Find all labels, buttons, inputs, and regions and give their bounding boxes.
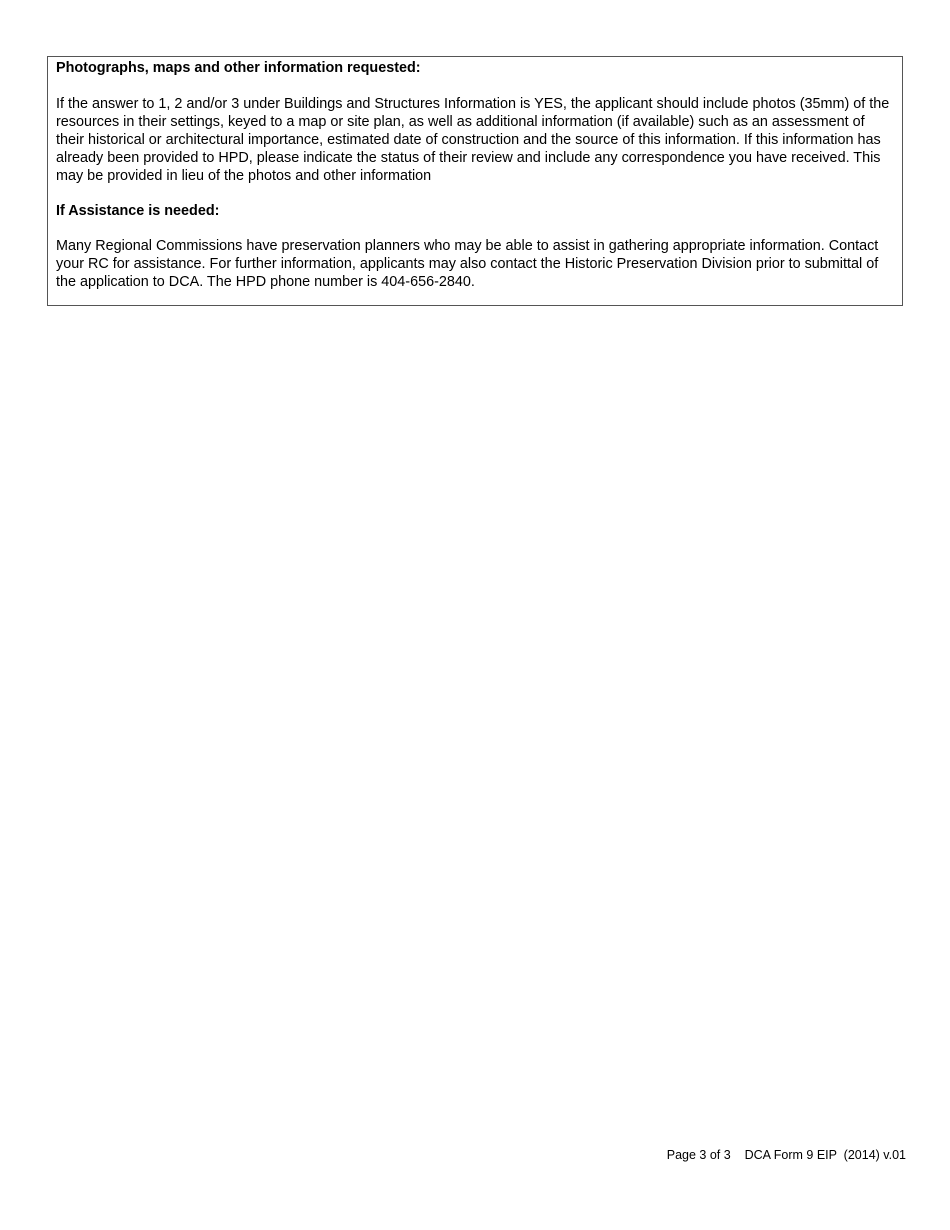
assistance-heading: If Assistance is needed: [56, 203, 220, 219]
photographs-instructions: If the answer to 1, 2 and/or 3 under Buildings and Structures Information is YES, the applicant should include photos (35mm) of the resources in their settings, keyed to a map or site plan, as well as additional information (if available) such as an assessment of their historical or architectural importance, estimated date of construction and the source of this information. If this information has already been provided to HPD, please indicate the status of their review and include any correspondence you have received. This may be provided in lieu of the photos and other information [56, 96, 890, 184]
page-footer: Page 3 of 3 DCA Form 9 EIP (2014) v.01 [666, 1148, 906, 1162]
photographs-heading: Photographs, maps and other information requested: [56, 60, 421, 76]
information-box [47, 56, 903, 306]
assistance-instructions: Many Regional Commissions have preservation planners who may be able to assist in gathering appropriate information. Contact your RC for assistance. For further information, applicants may also contact the Historic Preservation Division prior to submittal of the application to DCA. The HPD phone number is 404-656-2840. [56, 238, 879, 290]
